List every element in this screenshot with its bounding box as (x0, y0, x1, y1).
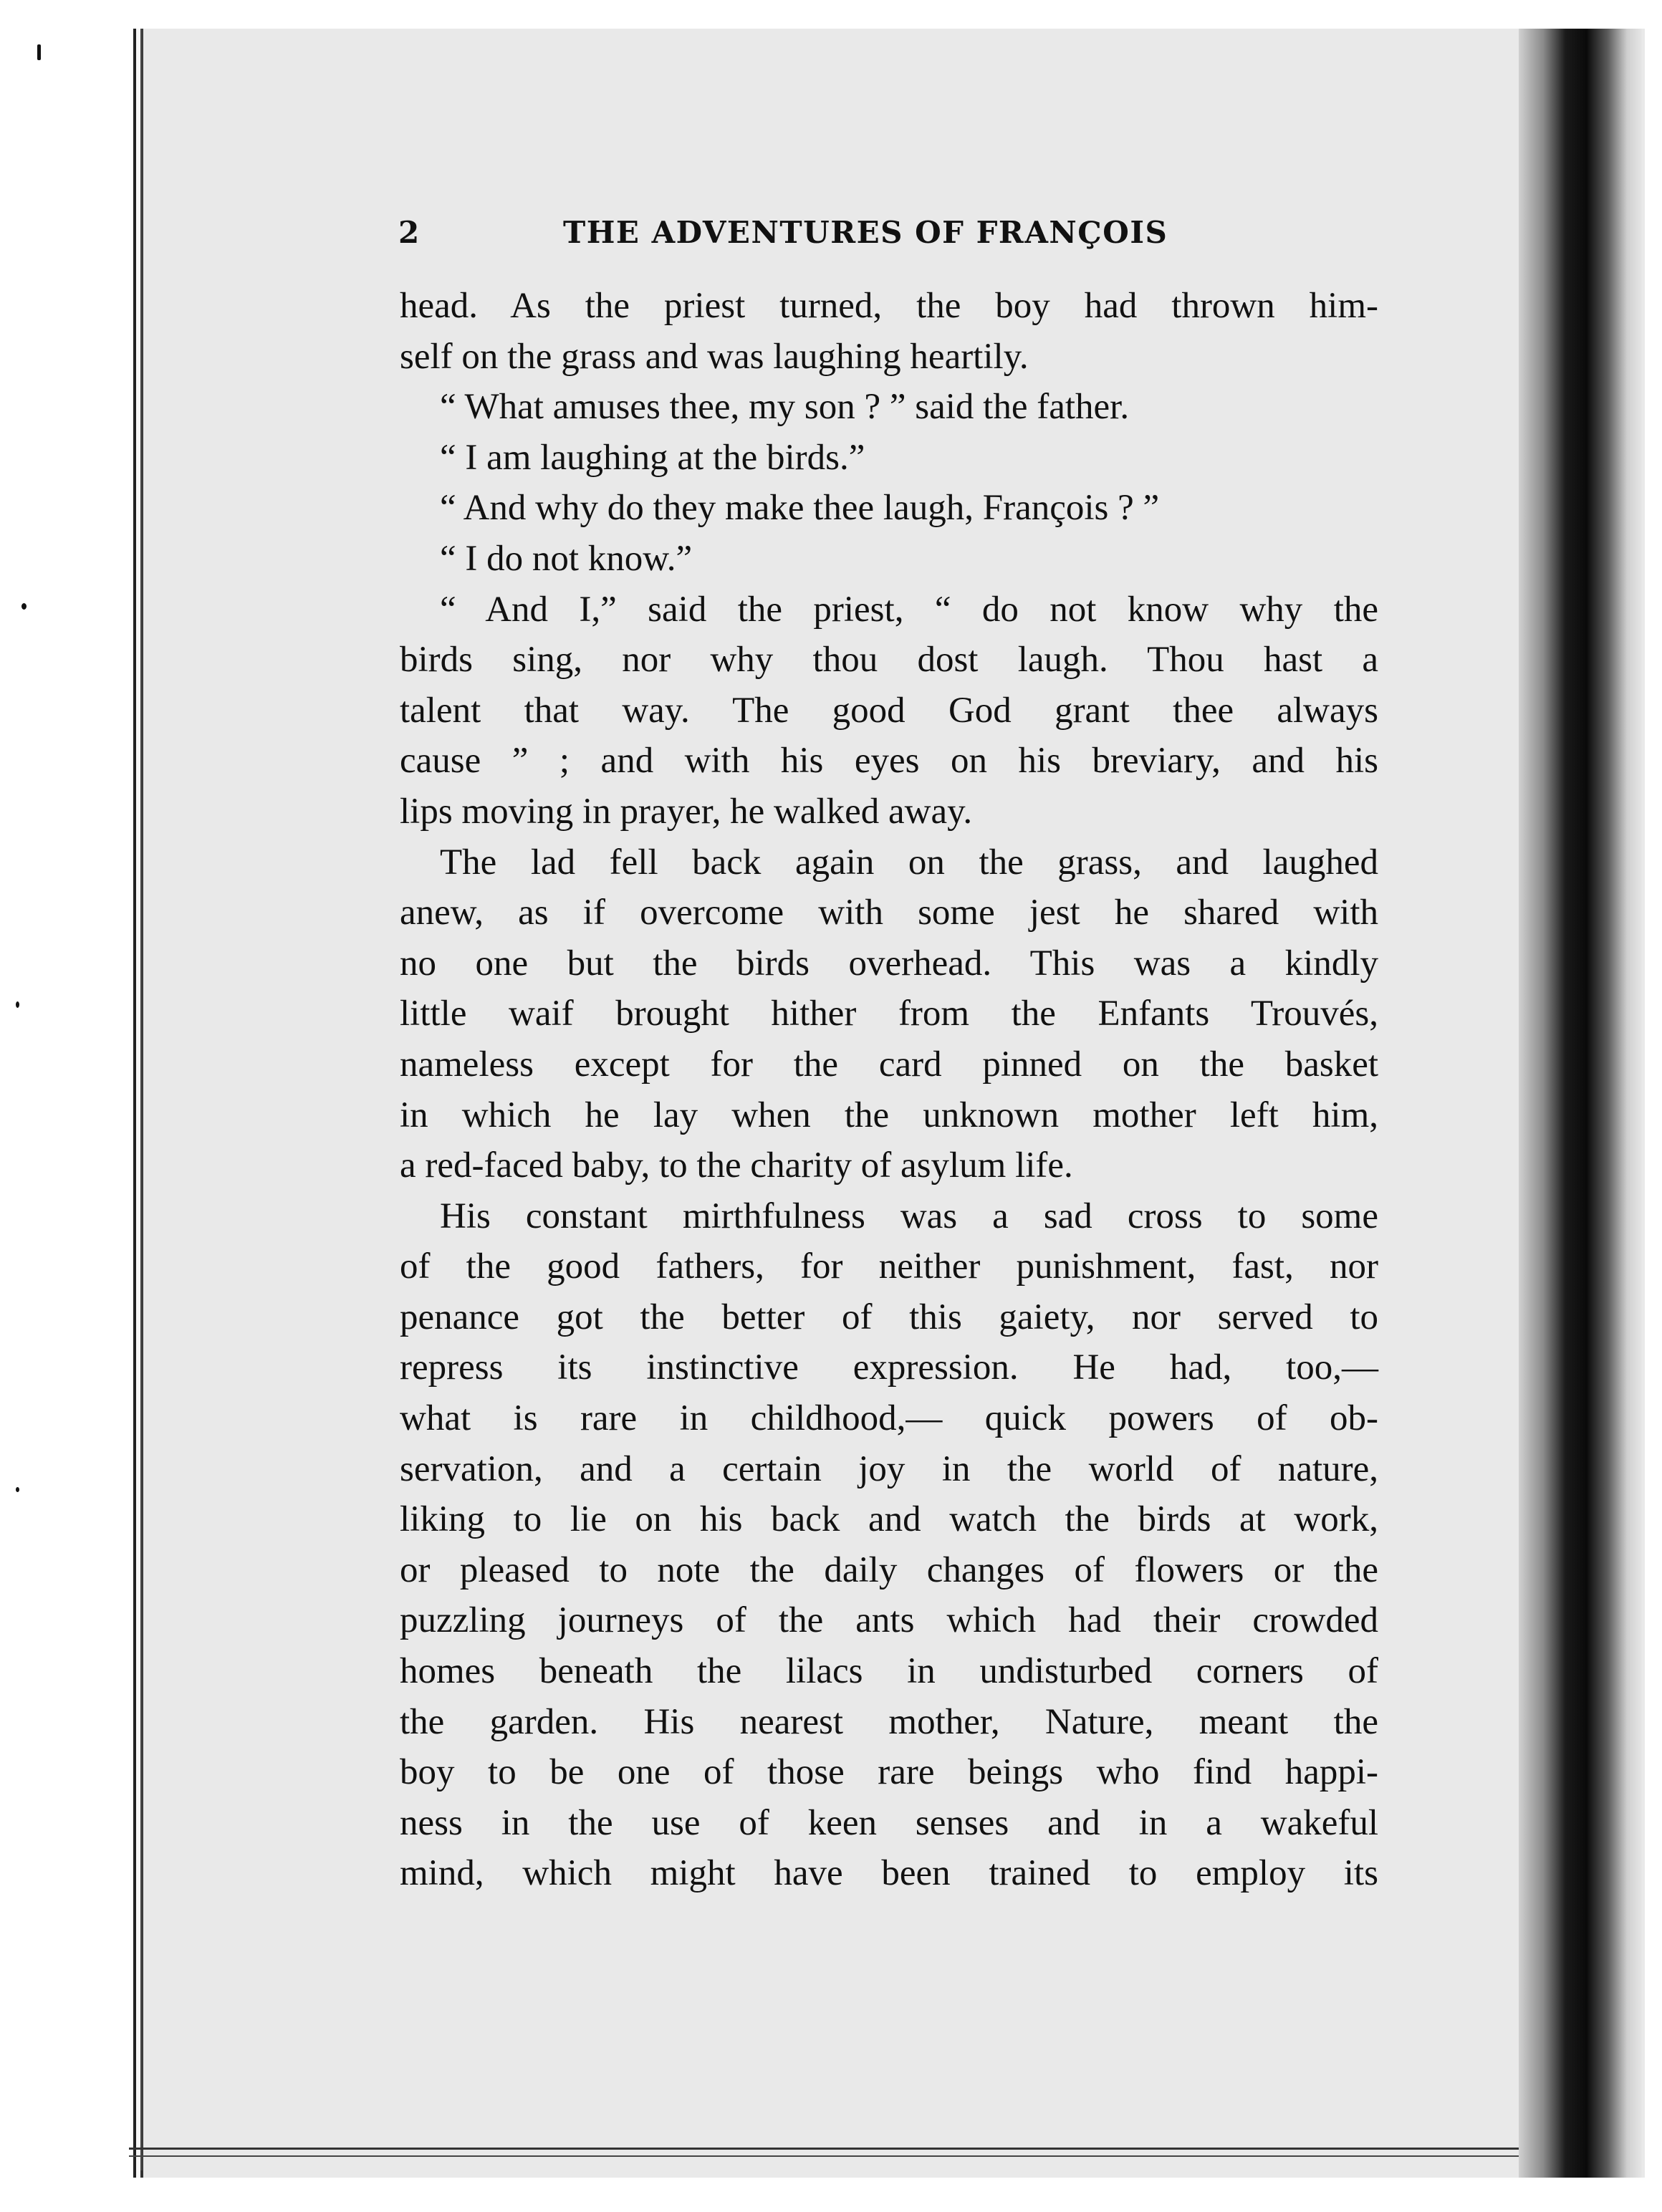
text-line: a red-faced baby, to the charity of asylum life. (400, 1145, 1073, 1186)
text-line: ness in the use of keen senses and in a wakeful (400, 1802, 1378, 1843)
page-number: 2 (398, 215, 421, 250)
body-text (400, 281, 1378, 1899)
text-line: The lad fell back again on the grass, and laughed (440, 842, 1378, 883)
text-line: no one but the birds overhead. This was a kindly (400, 943, 1378, 984)
running-title: THE ADVENTURES OF FRANÇOIS (563, 215, 1168, 250)
page-bottom-edge (129, 2148, 1533, 2157)
scan-speck (16, 1487, 19, 1492)
text-line: cause ” ; and with his eyes on his breviary, and his (400, 741, 1378, 782)
text-line: “ I am laughing at the birds.” (440, 437, 865, 478)
text-line: lips moving in prayer, he walked away. (400, 791, 973, 832)
scan-speck (37, 44, 41, 60)
text-line: what is rare in childhood,— quick powers of ob- (400, 1398, 1378, 1439)
scan-speck (16, 1001, 19, 1008)
text-line: “ What amuses thee, my son ? ” said the father. (440, 387, 1130, 428)
text-line: liking to lie on his back and watch the birds at work, (400, 1499, 1378, 1540)
text-line: puzzling journeys of the ants which had their crowded (400, 1600, 1378, 1641)
text-line: nameless except for the card pinned on the basket (400, 1044, 1378, 1085)
text-line: homes beneath the lilacs in undisturbed corners of (400, 1651, 1378, 1692)
text-line: “ And why do they make thee laugh, François ? ” (440, 488, 1160, 529)
book-binding-shadow (1519, 29, 1642, 2178)
text-line: the garden. His nearest mother, Nature, meant the (400, 1701, 1378, 1742)
text-line: mind, which might have been trained to employ its (400, 1853, 1378, 1894)
text-line: penance got the better of this gaiety, nor served to (400, 1297, 1378, 1337)
text-line: self on the grass and was laughing heartily. (400, 336, 1029, 377)
text-line: anew, as if overcome with some jest he shared with (400, 893, 1378, 933)
text-line: or pleased to note the daily changes of flowers or the (400, 1549, 1378, 1590)
text-line: talent that way. The good God grant thee always (400, 690, 1378, 731)
text-line: boy to be one of those rare beings who find happi- (400, 1752, 1378, 1793)
text-line: little waif brought hither from the Enfants Trouvés, (400, 994, 1378, 1034)
text-line: repress its instinctive expression. He had, too,— (400, 1347, 1378, 1388)
page-edge-line (140, 29, 143, 2170)
text-line: “ I do not know.” (440, 538, 693, 579)
text-line: in which he lay when the unknown mother left him, (400, 1095, 1378, 1135)
text-line: His constant mirthfulness was a sad cross to some (440, 1196, 1378, 1236)
scan-speck (21, 603, 27, 610)
text-line: servation, and a certain joy in the world of nature, (400, 1448, 1378, 1489)
text-line: “ And I,” said the priest, “ do not know why the (440, 589, 1378, 630)
text-line: of the good fathers, for neither punishment, fast, nor (400, 1246, 1378, 1287)
text-line: head. As the priest turned, the boy had thrown him- (400, 286, 1378, 326)
text-line: birds sing, nor why thou dost laugh. Thou hast a (400, 640, 1378, 681)
